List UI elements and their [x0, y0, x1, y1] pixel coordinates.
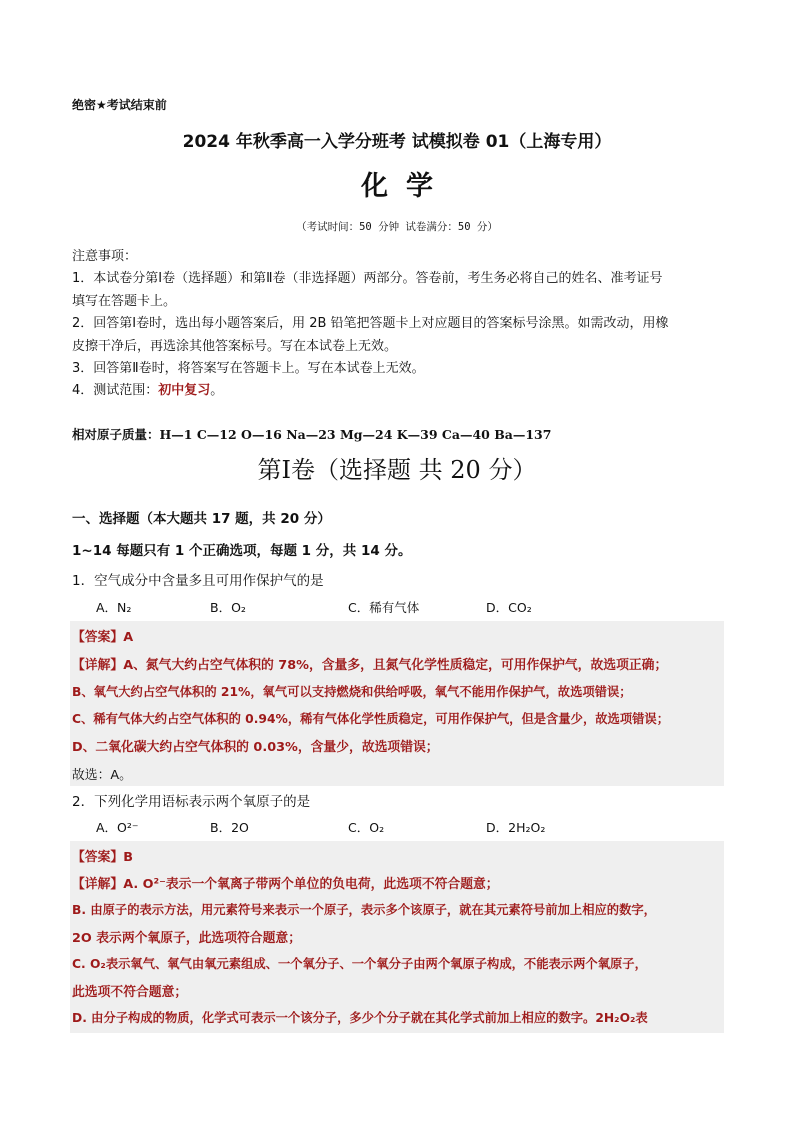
- detail-text: A、氮气大约占空气体积的 78%，含量多，且氮气化学性质稳定，可用作保护气，故选项正确；: [123, 658, 668, 673]
- answer-box-q1: [70, 621, 724, 786]
- q1-answer: [72, 626, 133, 645]
- notice-line: 3．回答第Ⅱ卷时，将答案写在答题卡上。写在本试卷上无效。: [72, 361, 425, 377]
- q2-detail-line: D. 由分子构成的物质，化学式可表示一个该分子，多少个分子就在其化学式前加上相应的数字。2H₂O₂表: [72, 1011, 648, 1025]
- answer-value: B: [123, 850, 133, 865]
- detail-label: 【详解】: [72, 658, 124, 673]
- question-2-stem: 2．下列化学用语标表示两个氧原子的是: [72, 794, 311, 810]
- confidential-mark: 绝密★考试结束前: [72, 98, 167, 112]
- notice-line: 2．回答第Ⅰ卷时，选出每小题答案后，用 2B 铅笔把答题卡上对应题目的答案标号涂黑。如需改动，用橡: [72, 316, 669, 332]
- subject-title: 化学: [361, 171, 451, 202]
- answer-label: 【答案】: [72, 630, 124, 645]
- option-d: D．CO₂: [486, 600, 532, 615]
- notice-heading: 注意事项：: [72, 249, 138, 264]
- option-a: A．O²⁻: [96, 820, 139, 835]
- detail-text: A. O²⁻表示一个氧离子带两个单位的负电荷，此选项不符合题意；: [123, 877, 499, 892]
- option-d: D．2H₂O₂: [486, 820, 546, 835]
- option-c: C．O₂: [348, 820, 385, 835]
- option-c: C．稀有气体: [348, 600, 420, 615]
- question-1-stem: 1．空气成分中含量多且可用作保护气的是: [72, 573, 324, 589]
- notice-line-prefix: 4．测试范围：: [72, 383, 159, 399]
- option-b: B．O₂: [210, 600, 246, 615]
- q2-detail-line: 此选项不符合题意；: [72, 985, 188, 1000]
- q1-conclusion: 故选：A。: [72, 768, 132, 783]
- q1-detail-line: C、稀有气体大约占空气体积的 0.94%，稀有气体化学性质稳定，可用作保护气，但是含量少，故选项错误；: [72, 712, 670, 726]
- q2-detail-line: B. 由原子的表示方法，用元素符号来表示一个原子，表示多个该原子，就在其元素符号前加上相应的数字，: [72, 903, 656, 917]
- notice-line: 填写在答题卡上。: [72, 293, 177, 309]
- answer-value: A: [123, 630, 134, 645]
- answer-label: 【答案】: [72, 850, 124, 865]
- option-b: B．2O: [210, 820, 249, 835]
- notice-line: 1．本试卷分第Ⅰ卷（选择题）和第Ⅱ卷（非选择题）两部分。答卷前，考生务必将自己的姓名、准考证号: [72, 271, 663, 287]
- section-subtitle: 1~14 每题只有 1 个正确选项，每题 1 分，共 14 分。: [72, 543, 412, 559]
- notice-section: [72, 246, 724, 403]
- notice-line: [72, 380, 724, 402]
- volume-title: 第Ⅰ卷（选择题 共 20 分）: [257, 456, 537, 484]
- exam-title: 2024 年秋季高一入学分班考 试模拟卷 01（上海专用）: [182, 132, 612, 152]
- notice-line: 皮擦干净后，再选涂其他答案标号。写在本试卷上无效。: [72, 338, 398, 354]
- q1-detail-line: [72, 654, 667, 673]
- q2-detail-line: 2O 表示两个氧原子，此选项符合题意；: [72, 931, 301, 946]
- notice-line-suffix: 。: [210, 383, 224, 399]
- option-a: A．N₂: [96, 600, 132, 615]
- q2-detail-line: C. O₂表示氧气、氧气由氧元素组成、一个氧分子、一个氧分子由两个氧原子构成，不能表示两个氧原子，: [72, 957, 647, 971]
- section-title: 一、选择题（本大题共 17 题，共 20 分）: [72, 511, 331, 527]
- detail-label: 【详解】: [72, 877, 124, 892]
- q2-detail-line: [72, 873, 499, 892]
- atomic-mass-line: 相对原子质量：H—1 C—12 O—16 Na—23 Mg—24 K—39 Ca—40 Ba—137: [72, 427, 552, 442]
- exam-info: （考试时间：50 分钟 试卷满分：50 分）: [296, 221, 498, 233]
- q1-detail-line: D、二氧化碳大约占空气体积的 0.03%，含量少，故选项错误；: [72, 740, 439, 755]
- q1-detail-line: B、氧气大约占空气体积的 21%，氧气可以支持燃烧和供给呼吸，氧气不能用作保护气，故选项错误；: [72, 685, 632, 699]
- test-range: 初中复习: [158, 383, 211, 399]
- q2-answer: [72, 846, 133, 865]
